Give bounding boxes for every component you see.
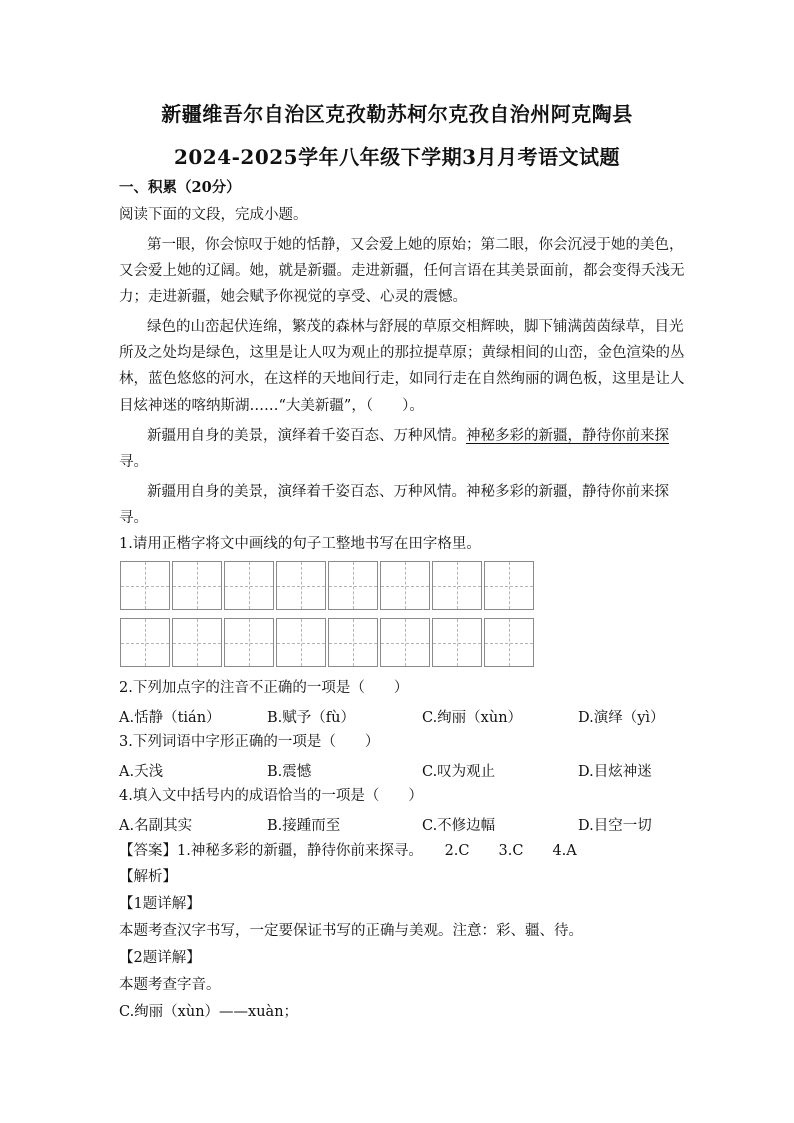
underlined-sentence: 神秘多彩的新疆，静待你前来探 (466, 428, 669, 444)
para2-line: 林，蓝色悠悠的河水，在这样的天地间行走，如同行走在自然绚丽的调色板，这里是让人 (119, 371, 685, 387)
para2-line: 绿色的山峦起伏连绵，繁茂的森林与舒展的草原交相辉映，脚下铺满茵茵绿草，目光 (147, 319, 684, 335)
para1-line: 力；走进新疆，她会赋予你视觉的享受、心灵的震憾。 (119, 289, 467, 305)
q4-option-b: B.接踵而至 (267, 818, 341, 834)
q2-option-a: A.恬静（tián） (119, 710, 221, 726)
tianzige-cell[interactable] (328, 561, 378, 610)
answer-line: 【答案】1.神秘多彩的新疆，静待你前来探寻。 2.C 3.C 4.A (119, 843, 577, 859)
q2-option-d: D.演绎（yì） (578, 710, 665, 726)
q4-option-c: C.不修边幅 (422, 818, 496, 834)
para3-line-2: 寻。 (119, 454, 148, 470)
q1-detail-text: 本题考查汉字书写，一定要保证书写的正确与美观。注意：彩、疆、待。 (119, 923, 583, 939)
q2-option-b: B.赋予（fù） (267, 710, 355, 726)
q3-option-c: C.叹为观止 (422, 764, 496, 780)
question-3: 3.下列词语中字形正确的一项是（ ） (119, 734, 380, 750)
para1-line: 第一眼，你会惊叹于她的恬静，又会爱上她的原始；第二眼，你会沉浸于她的美色， (147, 237, 684, 253)
tianzige-cell[interactable] (120, 561, 170, 610)
tianzige-cell[interactable] (224, 561, 274, 610)
q4-option-d: D.目空一切 (578, 818, 652, 834)
title-line-2: 2024-2025学年八年级下学期3月月考语文试题 (173, 145, 621, 169)
para3-line (147, 427, 669, 445)
q1-detail-heading: 【1题详解】 (119, 896, 201, 912)
tianzige-cell[interactable] (276, 561, 326, 610)
tianzige-cell[interactable] (380, 561, 430, 610)
section-heading: 一、积累（20分） (119, 179, 241, 196)
para1-line: 又会爱上她的辽阔。她，就是新疆。走进新疆，任何言语在其美景面前，都会变得夭浅无 (119, 263, 685, 279)
tianzige-cell[interactable] (172, 618, 222, 667)
para3-plain-text: 新疆用自身的美景，演绎着千姿百态、万种风情。 (147, 428, 466, 444)
question-4: 4.填入文中括号内的成语恰当的一项是（ ） (119, 788, 423, 804)
q2-detail-text: 本题考查字音。 (119, 977, 221, 993)
question-2: 2.下列加点字的注音不正确的一项是（ ） (119, 680, 409, 696)
para2-line: 所及之处均是绿色，这里是让人叹为观止的那拉提草原；黄绿相间的山峦，金色渲染的丛 (119, 345, 685, 361)
q2-detail-option-c: C.绚丽（xùn）——xuàn； (119, 1004, 299, 1020)
tianzige-cell[interactable] (380, 618, 430, 667)
title-line-1: 新疆维吾尔自治区克孜勒苏柯尔克孜自治州阿克陶县 (161, 102, 633, 126)
q2-detail-heading: 【2题详解】 (119, 950, 201, 966)
tianzige-cell[interactable] (328, 618, 378, 667)
tianzige-cell[interactable] (432, 561, 482, 610)
tianzige-cell[interactable] (276, 618, 326, 667)
q3-option-a: A.夭浅 (119, 764, 164, 780)
tianzige-cell[interactable] (224, 618, 274, 667)
para2-line: 目炫神迷的喀纳斯湖……“大美新疆”，（ ）。 (119, 398, 424, 414)
tianzige-row-1 (120, 561, 536, 610)
analysis-heading: 【解析】 (119, 869, 177, 885)
tianzige-cell[interactable] (432, 618, 482, 667)
q3-option-b: B.震憾 (267, 764, 312, 780)
question-1: 1.请用正楷字将文中画线的句子工整地书写在田字格里。 (119, 536, 481, 552)
tianzige-cell[interactable] (484, 618, 534, 667)
tianzige-cell[interactable] (484, 561, 534, 610)
reading-instruction: 阅读下面的文段，完成小题。 (119, 207, 308, 223)
para4-line: 新疆用自身的美景，演绎着千姿百态、万种风情。神秘多彩的新疆，静待你前来探 (147, 484, 669, 500)
tianzige-row-2 (120, 618, 536, 667)
tianzige-cell[interactable] (120, 618, 170, 667)
tianzige-cell[interactable] (172, 561, 222, 610)
q3-option-d: D.目炫神迷 (578, 764, 652, 780)
q4-option-a: A.名副其实 (119, 818, 193, 834)
para4-line: 寻。 (119, 510, 148, 526)
q2-option-c: C.绚丽（xùn） (422, 710, 523, 726)
